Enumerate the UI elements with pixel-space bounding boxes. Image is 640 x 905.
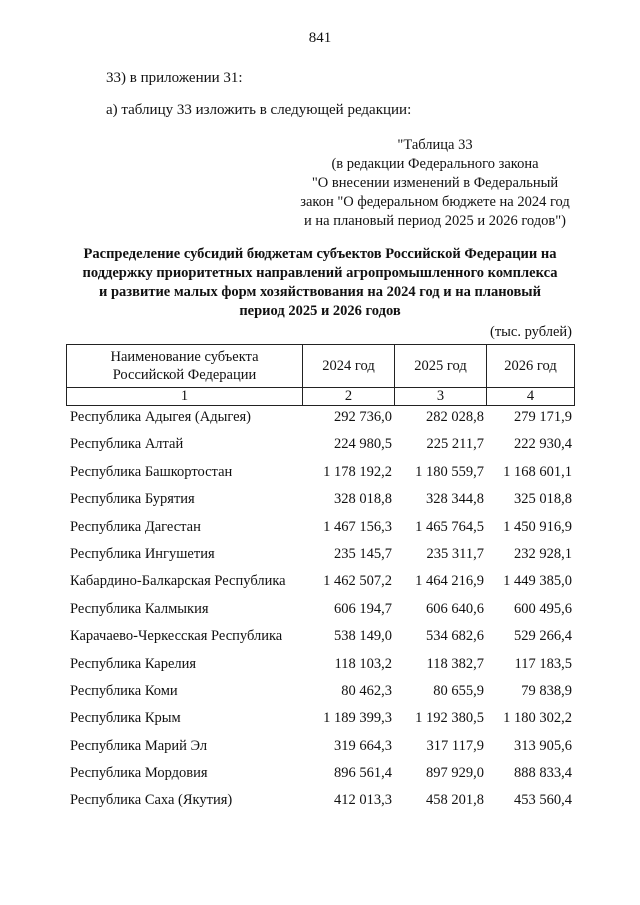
value-2025: 1 464 216,9 — [415, 573, 484, 590]
value-2025: 1 192 380,5 — [415, 710, 484, 727]
subject-name: Республика Калмыкия — [70, 600, 209, 617]
table-header — [66, 344, 575, 406]
value-2025: 80 655,9 — [433, 682, 484, 699]
table-row — [66, 733, 574, 760]
value-2024: 235 145,7 — [334, 545, 392, 562]
value-2025: 317 117,9 — [426, 737, 484, 754]
subject-name: Республика Крым — [70, 710, 181, 727]
value-2024: 319 664,3 — [334, 737, 392, 754]
subject-name: Республика Алтай — [70, 436, 184, 453]
subject-name: Карачаево-Черкесская Республика — [70, 628, 283, 645]
table-row — [66, 678, 574, 705]
page-number: 841 — [308, 30, 332, 46]
value-2026: 232 928,1 — [514, 545, 572, 562]
header-number: 2 — [303, 388, 395, 406]
subject-name: Республика Башкортостан — [70, 463, 233, 480]
value-2024: 292 736,0 — [334, 409, 392, 425]
subject-name: Республика Бурятия — [70, 491, 195, 508]
table-row — [66, 760, 574, 787]
unit-label: (тыс. рублей) — [490, 324, 572, 340]
item-paragraph: 33) в приложении 31: — [106, 70, 243, 86]
table-title — [50, 245, 590, 321]
table-row — [66, 404, 574, 431]
table-row — [66, 651, 574, 678]
subject-name: Республика Саха (Якутия) — [70, 792, 233, 809]
value-2026: 222 930,4 — [514, 436, 572, 453]
table-row — [66, 431, 574, 458]
value-2025: 1 180 559,7 — [415, 463, 484, 480]
table-row — [66, 568, 574, 595]
title-line: Распределение субсидий бюджетам субъектов Российской Федерации на — [83, 246, 557, 262]
sub-item-paragraph: а) таблицу 33 изложить в следующей редакции: — [106, 102, 412, 118]
value-2025: 282 028,8 — [426, 409, 484, 425]
value-2025: 1 465 764,5 — [415, 518, 484, 535]
table-row — [66, 541, 574, 568]
value-2026: 888 833,4 — [514, 765, 572, 782]
value-2024: 896 561,4 — [334, 765, 392, 782]
reference-line: и на плановый период 2025 и 2026 годов") — [304, 213, 566, 229]
value-2025: 458 201,8 — [426, 792, 484, 809]
value-2026: 1 449 385,0 — [503, 573, 572, 590]
value-2024: 1 467 156,3 — [323, 518, 392, 535]
reference-line: закон "О федеральном бюджете на 2024 год — [300, 194, 570, 210]
value-2025: 534 682,6 — [426, 628, 484, 645]
value-2024: 1 189 399,3 — [323, 710, 392, 727]
title-line: поддержку приоритетных направлений агропромышленного комплекса — [82, 265, 558, 281]
subject-name: Республика Карелия — [70, 655, 197, 672]
value-2026: 529 266,4 — [514, 628, 572, 645]
table-row — [66, 705, 574, 732]
value-2026: 1 168 601,1 — [503, 463, 572, 480]
value-2026: 79 838,9 — [521, 682, 572, 699]
value-2026: 279 171,9 — [514, 409, 572, 425]
value-2024: 118 103,2 — [334, 655, 392, 672]
table-row — [66, 596, 574, 623]
value-2024: 412 013,3 — [334, 792, 392, 809]
subject-name: Республика Мордовия — [70, 765, 208, 782]
reference-line: (в редакции Федерального закона — [331, 156, 539, 172]
header-2025: 2025 год — [395, 345, 487, 388]
subject-name: Республика Дагестан — [70, 518, 201, 535]
title-line: период 2025 и 2026 годов — [239, 303, 401, 319]
header-subject: Наименование субъекта Российской Федерации — [67, 345, 303, 388]
value-2024: 538 149,0 — [334, 628, 392, 645]
value-2026: 1 180 302,2 — [503, 710, 572, 727]
value-2026: 325 018,8 — [514, 491, 572, 508]
reference-line: "Таблица 33 — [397, 137, 473, 153]
value-2024: 1 178 192,2 — [323, 463, 392, 480]
value-2026: 1 450 916,9 — [503, 518, 572, 535]
value-2026: 117 183,5 — [514, 655, 572, 672]
title-line: и развитие малых форм хозяйствования на 2024 год и на плановый — [99, 284, 541, 300]
subject-name: Республика Адыгея (Адыгея) — [70, 409, 252, 425]
value-2024: 80 462,3 — [341, 682, 392, 699]
value-2025: 235 311,7 — [426, 545, 484, 562]
subject-name: Республика Коми — [70, 682, 178, 699]
subject-name: Республика Ингушетия — [70, 545, 215, 562]
subject-name: Кабардино-Балкарская Республика — [70, 573, 286, 590]
value-2026: 313 905,6 — [514, 737, 572, 754]
value-2025: 225 211,7 — [426, 436, 484, 453]
table-row — [66, 459, 574, 486]
header-2024: 2024 год — [303, 345, 395, 388]
table-body — [66, 404, 574, 815]
table-reference-block — [270, 136, 600, 231]
header-number: 1 — [67, 388, 303, 406]
table-row — [66, 787, 574, 814]
reference-line: "О внесении изменений в Федеральный — [311, 175, 559, 191]
table-row — [66, 486, 574, 513]
value-2024: 606 194,7 — [334, 600, 392, 617]
value-2024: 224 980,5 — [334, 436, 392, 453]
value-2025: 606 640,6 — [426, 600, 484, 617]
value-2024: 1 462 507,2 — [323, 573, 392, 590]
value-2025: 897 929,0 — [426, 765, 484, 782]
table-row — [66, 514, 574, 541]
subject-name: Республика Марий Эл — [70, 737, 208, 754]
header-number: 3 — [395, 388, 487, 406]
value-2025: 328 344,8 — [426, 491, 484, 508]
value-2024: 328 018,8 — [334, 491, 392, 508]
header-2026: 2026 год — [487, 345, 575, 388]
value-2026: 453 560,4 — [514, 792, 572, 809]
value-2026: 600 495,6 — [514, 600, 572, 617]
header-number: 4 — [487, 388, 575, 406]
table-row — [66, 623, 574, 650]
value-2025: 118 382,7 — [426, 655, 484, 672]
